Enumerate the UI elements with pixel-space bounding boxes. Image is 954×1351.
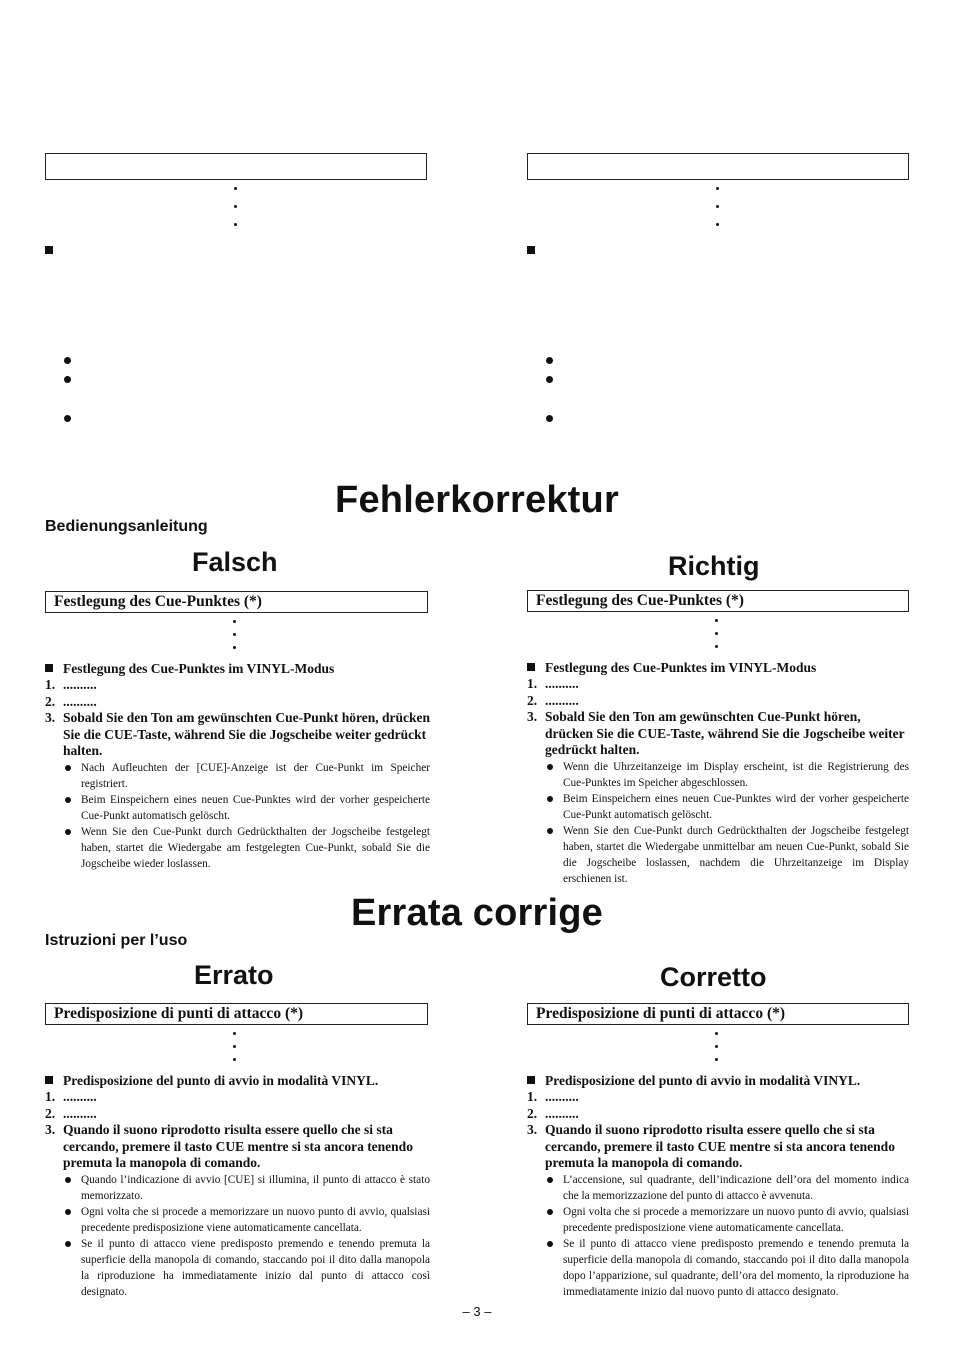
german-wrong-bullet-3: Wenn Sie den Cue-Punkt durch Gedrückthalten der Jogscheibe festgelegt haben, startet die Wiedergabe am festgelegten Cue-Punkt, sobald Sie die Jogscheibe wieder loslassen. bbox=[45, 824, 430, 872]
blank-bullet-right-2 bbox=[546, 376, 553, 383]
italian-manual-label: Istruzioni per l’uso bbox=[45, 932, 188, 949]
blank-square-bullet-left bbox=[45, 246, 53, 254]
italian-right-bullet-3: Se il punto di attacco viene predisposto premendo e tenendo premuta la superficie della manopola di comando, staccando poi il dito dalla manopola dopo l’apparizione, sul quadrante, dell’ora del momento, la riproduzione ha immediatamente inizio dal nuovo punto di attacco designato. bbox=[527, 1236, 909, 1300]
step-text: Sobald Sie den Ton am gewünschten Cue-Punkt hören, drücken Sie die CUE-Taste, während Sie die Jogscheibe weiter gedrückt halten. bbox=[545, 709, 905, 757]
german-right-column bbox=[527, 619, 909, 887]
step-text: Sobald Sie den Ton am gewünschten Cue-Punkt hören, drücken Sie die CUE-Taste, während Sie die Jogscheibe weiter gedrückt halten. bbox=[63, 710, 430, 758]
step-text: .......... bbox=[63, 1089, 97, 1104]
step-number: 3. bbox=[527, 1122, 538, 1137]
blank-dots-left bbox=[234, 187, 240, 241]
german-right-step-2 bbox=[527, 693, 909, 710]
german-wrong-step-3 bbox=[45, 710, 430, 760]
blank-bullet-right-3 bbox=[546, 415, 553, 422]
german-right-bullet-3: Wenn Sie den Cue-Punkt durch Gedrückthalten der Jogscheibe festgelegt haben, startet die Wiedergabe unmittelbar am neuen Cue-Punkt, sobald Sie die Jogscheibe loslassen, nachdem die Uhrzeitanzeige im Display erschienen ist. bbox=[527, 823, 909, 887]
german-right-step-3 bbox=[527, 709, 909, 759]
italian-wrong-label: Errato bbox=[194, 960, 274, 990]
step-number: 1. bbox=[45, 1089, 56, 1104]
page-number: – 3 – bbox=[462, 1304, 492, 1319]
italian-right-bullet-1: L’accensione, sul quadrante, dell’indicazione dell’ora del momento indica che la memorizzazione del punto di attacco è avvenuta. bbox=[527, 1172, 909, 1204]
step-number: 1. bbox=[527, 1089, 538, 1104]
italian-wrong-bullet-1: Quando l’indicazione di avvio [CUE] si illumina, il punto di attacco è stato memorizzato. bbox=[45, 1172, 430, 1204]
step-text: .......... bbox=[545, 1105, 579, 1121]
step-number: 1. bbox=[527, 676, 538, 691]
german-wrong-section-heading: Festlegung des Cue-Punktes im VINYL-Modus bbox=[45, 660, 430, 677]
step-number: 2. bbox=[45, 693, 56, 709]
italian-main-title: Errata corrige bbox=[350, 892, 604, 934]
german-right-bullet-2: Beim Einspeichern eines neuen Cue-Punktes wird der vorher gespeicherte Cue-Punkt automatisch gelöscht. bbox=[527, 791, 909, 823]
italian-wrong-step-1 bbox=[45, 1089, 430, 1106]
step-text: .......... bbox=[545, 692, 579, 708]
italian-right-step-1 bbox=[527, 1089, 909, 1106]
german-right-box-title: Festlegung des Cue-Punktes (*) bbox=[527, 590, 909, 612]
german-wrong-box-title: Festlegung des Cue-Punktes (*) bbox=[45, 591, 428, 613]
italian-right-label: Corretto bbox=[660, 962, 767, 992]
step-text: .......... bbox=[545, 1089, 579, 1104]
blank-bullet-left-1 bbox=[64, 357, 71, 364]
german-wrong-dots bbox=[233, 620, 239, 660]
blank-dots-right bbox=[716, 187, 722, 241]
italian-right-box-title: Predisposizione di punti di attacco (*) bbox=[527, 1003, 909, 1025]
german-wrong-label: Falsch bbox=[192, 547, 278, 577]
step-text: .......... bbox=[545, 676, 579, 691]
step-number: 2. bbox=[527, 1105, 538, 1121]
german-manual-label: Bedienungsanleitung bbox=[45, 518, 208, 535]
blank-square-bullet-right bbox=[527, 246, 535, 254]
italian-right-dots bbox=[715, 1032, 721, 1072]
step-number: 3. bbox=[527, 709, 538, 724]
italian-right-step-2 bbox=[527, 1106, 909, 1123]
blank-box-right bbox=[527, 153, 909, 180]
german-main-title: Fehlerkorrektur bbox=[335, 479, 619, 521]
blank-bullet-left-3 bbox=[64, 415, 71, 422]
italian-right-step-3 bbox=[527, 1122, 909, 1172]
german-right-step-1 bbox=[527, 676, 909, 693]
german-right-bullet-1: Wenn die Uhrzeitanzeige im Display erscheint, ist die Registrierung des Cue-Punktes im Speicher abgeschlossen. bbox=[527, 759, 909, 791]
step-text: Quando il suono riprodotto risulta essere quello che si sta cercando, premere il tasto CUE mentre si sta ancora tenendo premuta la manopola di comando. bbox=[545, 1122, 895, 1170]
italian-wrong-box-title: Predisposizione di punti di attacco (*) bbox=[45, 1003, 428, 1025]
step-number: 3. bbox=[45, 1122, 56, 1137]
italian-wrong-section-heading: Predisposizione del punto di avvio in modalità VINYL. bbox=[45, 1072, 430, 1089]
italian-right-section-heading: Predisposizione del punto di avvio in modalità VINYL. bbox=[527, 1072, 909, 1089]
german-wrong-step-1 bbox=[45, 677, 430, 694]
step-number: 1. bbox=[45, 677, 56, 692]
italian-right-column bbox=[527, 1032, 909, 1300]
italian-wrong-step-2 bbox=[45, 1106, 430, 1123]
italian-right-bullet-2: Ogni volta che si procede a memorizzare un nuovo punto di avvio, qualsiasi precedente predisposizione viene automaticamente cancellata. bbox=[527, 1204, 909, 1236]
step-text: .......... bbox=[63, 693, 97, 709]
step-number: 2. bbox=[527, 692, 538, 708]
german-right-dots bbox=[715, 619, 721, 659]
italian-wrong-dots bbox=[233, 1032, 239, 1072]
german-wrong-step-2 bbox=[45, 694, 430, 711]
step-text: Quando il suono riprodotto risulta essere quello che si sta cercando, premere il tasto CUE mentre si sta ancora tenendo premuta la manopola di comando. bbox=[63, 1122, 413, 1170]
step-number: 2. bbox=[45, 1105, 56, 1121]
german-wrong-bullet-2: Beim Einspeichern eines neuen Cue-Punktes wird der vorher gespeicherte Cue-Punkt automatisch gelöscht. bbox=[45, 792, 430, 824]
italian-wrong-bullet-3: Se il punto di attacco viene predisposto premendo e tenendo premuta la superficie della manopola di comando, staccando poi il dito dalla manopola la riproduzione ha immediatamente inizio dal punto di attacco così designato. bbox=[45, 1236, 430, 1300]
step-text: .......... bbox=[63, 677, 97, 692]
german-wrong-column bbox=[45, 620, 430, 872]
italian-wrong-bullet-2: Ogni volta che si procede a memorizzare un nuovo punto di avvio, qualsiasi precedente predisposizione viene automaticamente cancellata. bbox=[45, 1204, 430, 1236]
german-right-section-heading: Festlegung des Cue-Punktes im VINYL-Modus bbox=[527, 659, 909, 676]
blank-box-left bbox=[45, 153, 427, 180]
blank-bullet-right-1 bbox=[546, 357, 553, 364]
italian-wrong-step-3 bbox=[45, 1122, 430, 1172]
italian-wrong-column bbox=[45, 1032, 430, 1300]
german-right-label: Richtig bbox=[668, 551, 760, 581]
german-wrong-bullet-1: Nach Aufleuchten der [CUE]-Anzeige ist der Cue-Punkt im Speicher registriert. bbox=[45, 760, 430, 792]
step-number: 3. bbox=[45, 710, 56, 725]
step-text: .......... bbox=[63, 1105, 97, 1121]
blank-bullet-left-2 bbox=[64, 376, 71, 383]
